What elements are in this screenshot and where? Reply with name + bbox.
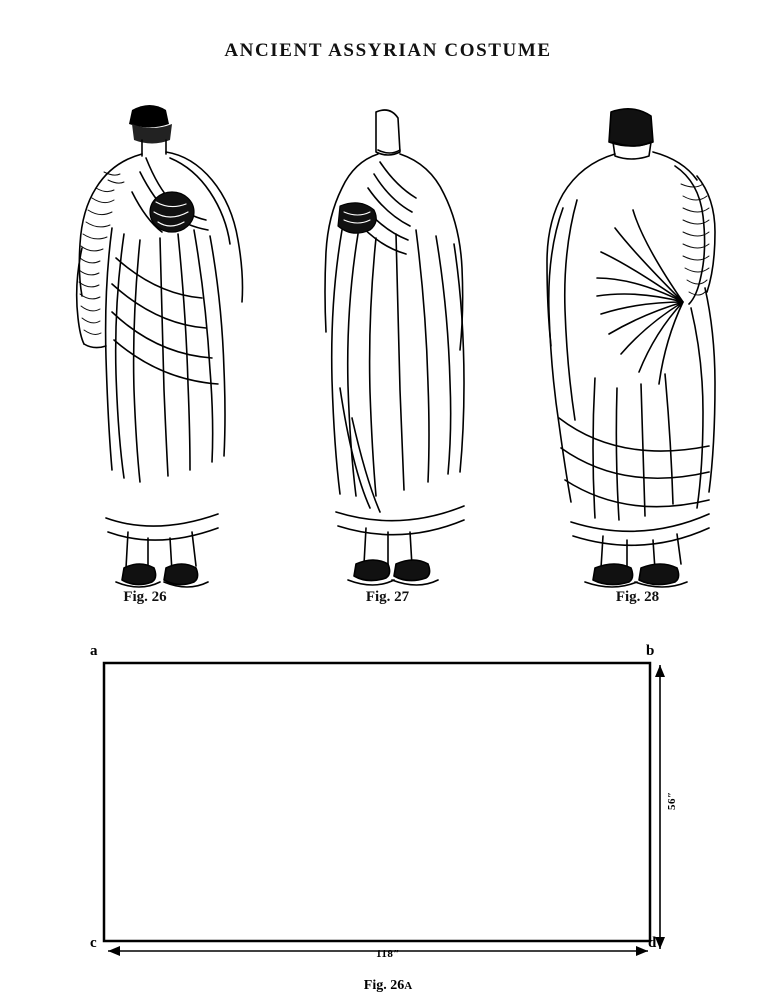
figure-26 bbox=[20, 88, 270, 628]
figure-28-caption: Fig. 28 bbox=[615, 589, 660, 605]
figure-27-illustration bbox=[280, 88, 495, 588]
corner-label-b: b bbox=[646, 643, 655, 659]
figure-28 bbox=[515, 88, 760, 628]
figure-row bbox=[0, 88, 776, 628]
figure-28-illustration bbox=[515, 88, 760, 588]
pattern-rectangle bbox=[0, 635, 776, 965]
figure-26-caption: Fig. 26 bbox=[123, 589, 167, 605]
corner-label-a: a bbox=[90, 643, 98, 659]
page-title: ANCIENT ASSYRIAN COSTUME bbox=[224, 40, 552, 61]
figure-27 bbox=[280, 88, 495, 628]
corner-label-d: d bbox=[648, 935, 657, 951]
figure-26-illustration bbox=[20, 88, 270, 588]
diagram-caption bbox=[0, 978, 776, 994]
width-dimension-label: 118″ bbox=[376, 948, 400, 960]
figure-27-caption: Fig. 27 bbox=[365, 589, 410, 605]
height-dimension-label: 56″ bbox=[666, 791, 678, 810]
pattern-diagram bbox=[0, 635, 776, 1000]
diagram-caption-text: Fig. 26 bbox=[363, 978, 405, 993]
corner-label-c: c bbox=[90, 935, 97, 951]
diagram-caption-suffix: A bbox=[404, 980, 413, 992]
